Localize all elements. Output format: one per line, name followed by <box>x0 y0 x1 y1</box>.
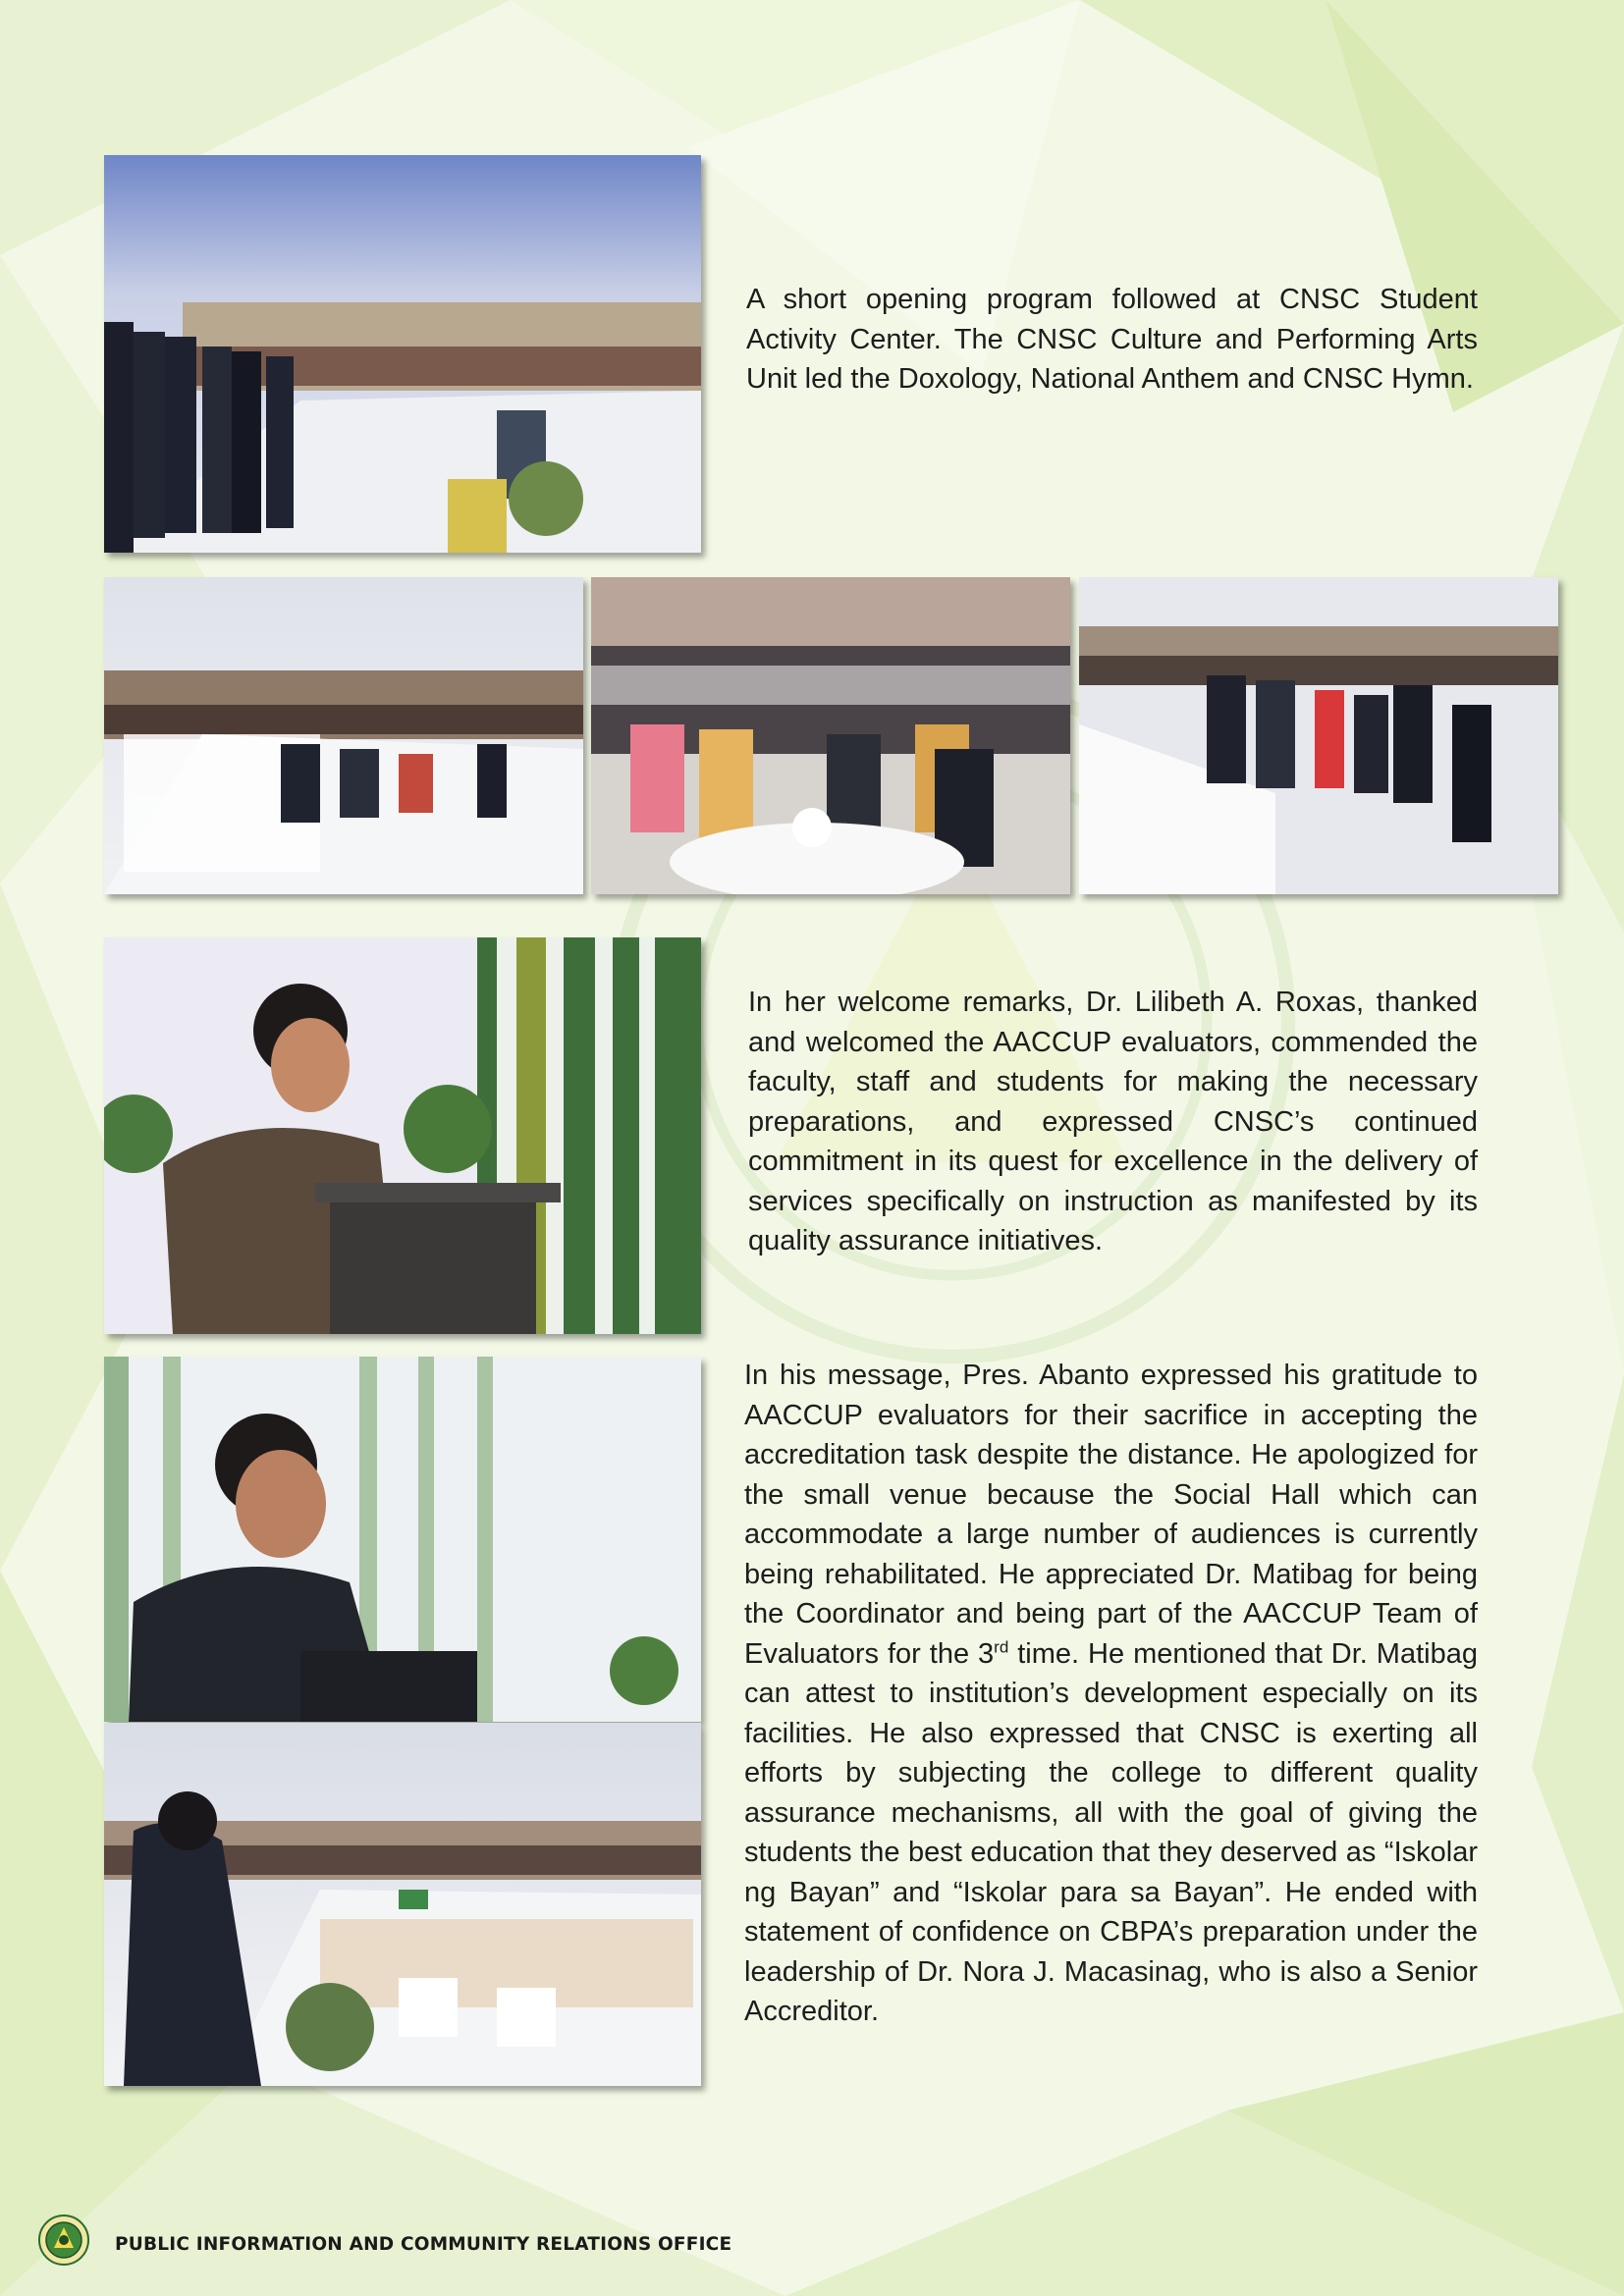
photo-audience-hall <box>104 577 583 894</box>
message-superscript: rd <box>994 1636 1009 1656</box>
photo-audience-pledge <box>1079 577 1558 894</box>
paragraph-president-message <box>744 1356 1478 2032</box>
photo-president-message <box>104 1357 701 1722</box>
college-seal-icon <box>38 2215 89 2266</box>
photo-opening-program <box>104 155 701 553</box>
paragraph-opening-program: A short opening program followed at CNSC Student Activity Center. The CNSC Culture and Performing Arts Unit led the Doxology, National Anthem and CNSC Hymn. <box>746 284 1478 395</box>
message-text-part1: In his message, Pres. Abanto expressed his gratitude to AACCUP evaluators for their sacrifice in accepting the accreditation task despite the distance. He apologized for the small venue because the Social Hall which can accommodate a large number of audiences is currently being rehabilitated. He appreciated Dr. Matibag for being the Coordinator and being part of the AACCUP Team of Evaluators for the 3 <box>744 1360 1478 1670</box>
message-text-part2: time. He mentioned that Dr. Matibag can attest to institution’s development especially on its facilities. He also expressed that CNSC is exerting all efforts by subjecting the college to different quality assurance mechanisms, all with the goal of giving the students the best education that they deserved as “Iskolar ng Bayan” and “Iskolar para sa Bayan”. He ended with statement of confidence on CBPA’s preparation under the leadership of Dr. Nora J. Macasinag, who is also a Senior Accreditor. <box>744 1637 1478 2027</box>
footer-office-name: PUBLIC INFORMATION AND COMMUNITY RELATIONS OFFICE <box>115 2234 732 2255</box>
photo-audience-praying <box>591 577 1070 894</box>
photo-welcome-remarks <box>104 937 701 1334</box>
photo-hall-overview <box>104 1723 701 2086</box>
paragraph-welcome-remarks: In her welcome remarks, Dr. Lilibeth A. Roxas, thanked and welcomed the AACCUP evaluators, commended the faculty, staff and students for making the necessary preparations, and expressed CNSC’s continued commitment in its quest for excellence in the delivery of services specifically on instruction as manifested by its quality assurance initiatives. <box>748 987 1478 1256</box>
